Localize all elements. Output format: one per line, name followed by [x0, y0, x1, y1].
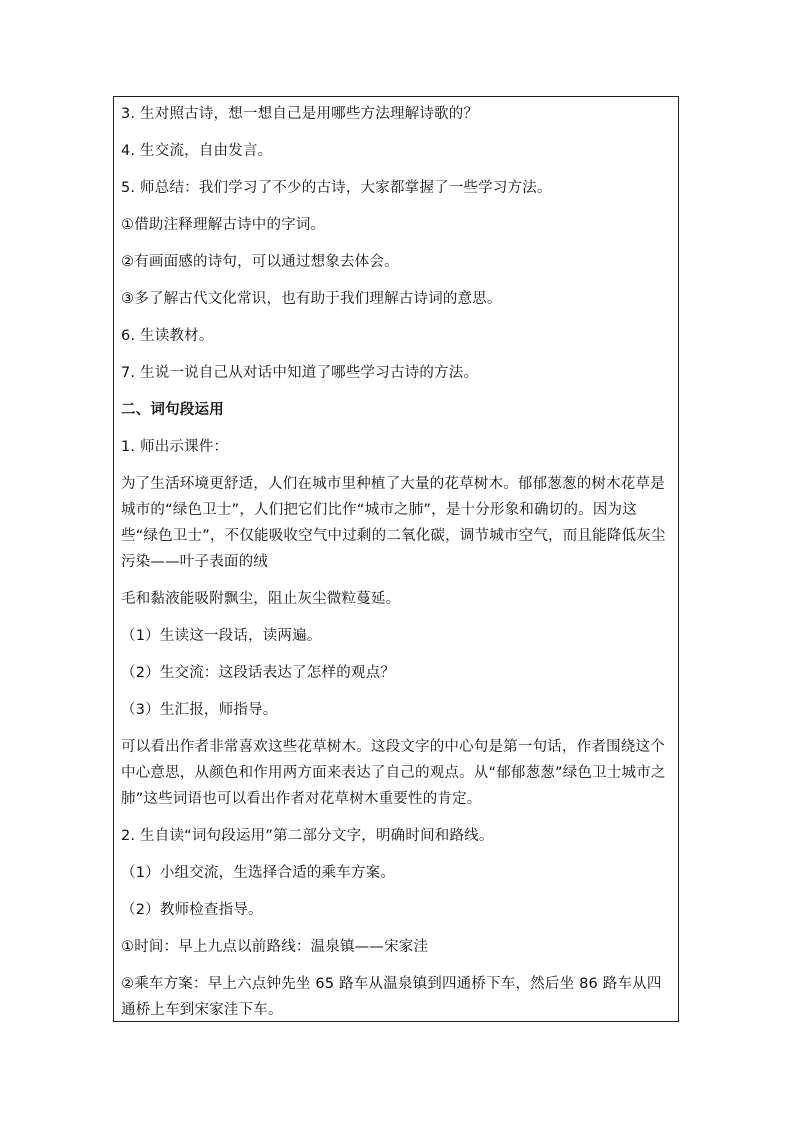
- paragraph: 可以看出作者非常喜欢这些花草树木。这段文字的中心句是第一句话，作者围绕这个中心意思，从颜色和作用两方面来表达了自己的观点。从“郁郁葱葱”绿色卫士城市之肺”这些词语也可以看出作者对花草树木重要性的肯定。: [121, 739, 666, 807]
- paragraph: 4. 生交流，自由发言。: [121, 143, 273, 159]
- document-table-cell: [113, 96, 679, 1022]
- paragraph: （3）生汇报，师指导。: [121, 702, 278, 718]
- paragraph: ②有画面感的诗句，可以通过想象去体会。: [121, 254, 399, 270]
- paragraph: ②乘车方案：早上六点钟先坐 65 路车从温泉镇到四通桥下车，然后坐 86 路车从四通桥上车到宋家洼下车。: [121, 976, 662, 1018]
- paragraph: （1）生读这一段话，读两遍。: [121, 628, 322, 644]
- paragraph: （1）小组交流，生选择合适的乘车方案。: [121, 865, 396, 881]
- paragraph: 为了生活环境更舒适，人们在城市里种植了大量的花草树木。郁郁葱葱的树木花草是城市的“绿色卫士”，人们把它们比作“城市之肺”，是十分形象和确切的。因为这些“绿色卫士”，不仅能吸收空气中过剩的二氧化碳，调节城市空气，而且能降低灰尘污染——叶子表面的绒: [121, 476, 666, 570]
- paragraph: 7. 生说一说自己从对话中知道了哪些学习古诗的方法。: [121, 365, 479, 381]
- paragraph: ③多了解古代文化常识，也有助于我们理解古诗词的意思。: [121, 291, 502, 307]
- paragraph: ①借助注释理解古诗中的字词。: [121, 217, 326, 233]
- section-heading: 二、词句段运用: [121, 402, 224, 418]
- paragraph: （2）教师检查指导。: [121, 902, 263, 918]
- paragraph: （2）生交流：这段话表达了怎样的观点？: [121, 665, 396, 681]
- paragraph: 毛和黏液能吸附飘尘，阻止灰尘微粒蔓延。: [121, 591, 401, 607]
- paragraph: 2. 生自读“词句段运用”第二部分文字，明确时间和路线。: [121, 828, 494, 844]
- paragraph: 5. 师总结：我们学习了不少的古诗，大家都掌握了一些学习方法。: [121, 180, 552, 196]
- paragraph: 3. 生对照古诗，想一想自己是用哪些方法理解诗歌的？: [121, 106, 479, 122]
- paragraph: ①时间：早上九点以前路线：温泉镇——宋家洼: [121, 939, 429, 955]
- paragraph: 1. 师出示课件：: [121, 439, 229, 455]
- paragraph: 6. 生读教材。: [121, 328, 214, 344]
